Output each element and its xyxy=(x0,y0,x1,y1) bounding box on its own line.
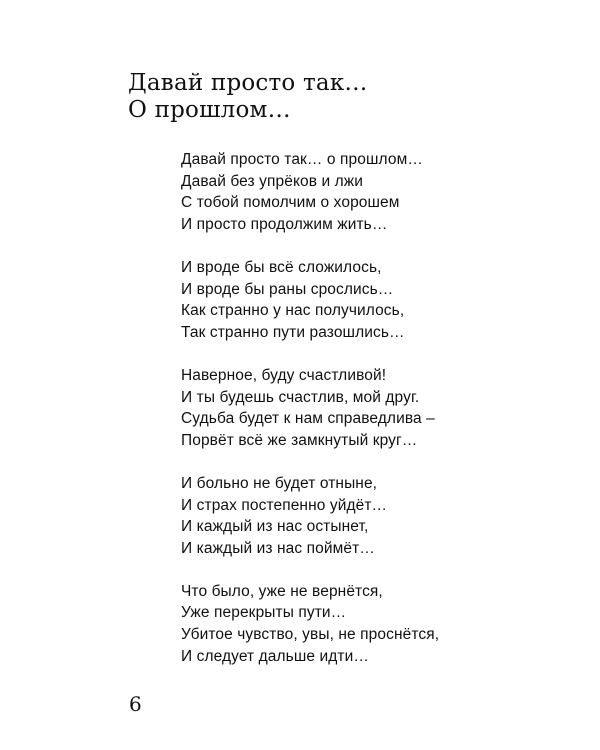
verse-line: С тобой помолчим о хорошем xyxy=(181,194,400,212)
poem-title xyxy=(128,70,368,124)
verse-line: И вроде бы всё сложилось, xyxy=(181,258,382,276)
stanza xyxy=(181,581,439,667)
verse-line: Убитое чувство, увы, не проснётся, xyxy=(181,626,440,644)
verse-line: Порвёт всё же замкнутый круг… xyxy=(181,431,418,449)
verse-line: И каждый из нас остынет, xyxy=(181,518,369,536)
verse-line: И следует дальше идти… xyxy=(181,647,369,665)
verse-line: Что было, уже не вернётся, xyxy=(181,582,383,600)
stanza xyxy=(181,257,439,343)
page-number: 6 xyxy=(129,692,142,716)
verse-line: Давай без упрёков и лжи xyxy=(181,172,363,190)
verse-line: Уже перекрыты пути… xyxy=(181,604,347,622)
verse-line: И вроде бы раны срослись… xyxy=(181,280,394,298)
title-line: О прошлом… xyxy=(128,97,291,123)
verse-line: Так странно пути разошлись… xyxy=(181,323,405,341)
stanza xyxy=(181,365,439,451)
stanza xyxy=(181,149,439,235)
verse-line: Давай просто так… о прошлом… xyxy=(181,151,423,168)
title-line: Давай просто так… xyxy=(128,70,368,96)
verse-line: И каждый из нас поймёт… xyxy=(181,539,375,557)
poem-body xyxy=(181,149,439,667)
verse-line: Наверное, буду счастливой! xyxy=(181,366,387,384)
verse-line: И страх постепенно уйдёт… xyxy=(181,496,388,514)
verse-line: И больно не будет отныне, xyxy=(181,474,378,492)
verse-line: И ты будешь счастлив, мой друг. xyxy=(181,388,420,406)
stanza xyxy=(181,473,439,559)
verse-line: Как странно у нас получилось, xyxy=(181,302,405,320)
verse-line: И просто продолжим жить… xyxy=(181,215,388,233)
verse-line: Судьба будет к нам справедлива – xyxy=(181,410,435,428)
